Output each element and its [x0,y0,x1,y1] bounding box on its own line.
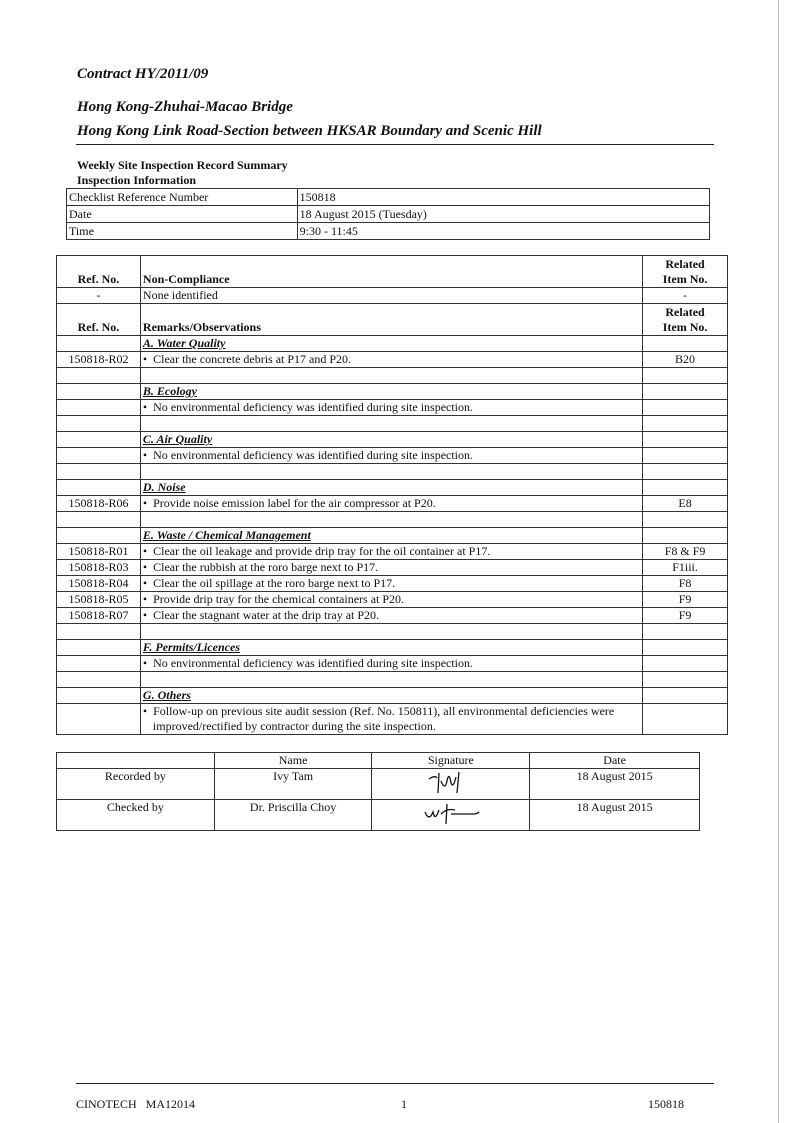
section-title-text: A. Water Quality [142,336,226,350]
section-item-cell [643,640,728,656]
spacer-cell [643,416,728,432]
remark-row [57,352,728,368]
col-ref-no: Ref. No. [57,304,141,336]
section-ref-cell [57,640,141,656]
signoff-name: Ivy Tam [214,769,372,800]
remark-text: • Clear the oil spillage at the roro barge next to P17. [143,576,640,591]
spacer-cell [57,464,141,480]
section-ref-cell [57,528,141,544]
section-item-cell [643,336,728,352]
remark-row [57,656,728,672]
remark-related-item: B20 [643,352,728,368]
signoff-name: Dr. Priscilla Choy [214,800,372,831]
signoff-header-row [57,753,700,769]
spacer-cell [140,368,642,384]
remark-text: • No environmental deficiency was identified during site inspection. [143,656,640,671]
section-title [140,480,642,496]
remark-ref: 150818-R04 [57,576,141,592]
remark-row [57,576,728,592]
remark-text-cell [140,576,642,592]
col-ref-no: Ref. No. [57,256,141,288]
remark-ref: 150818-R06 [57,496,141,512]
signoff-date: 18 August 2015 [530,800,700,831]
contract-number: Contract HY/2011/09 [77,66,209,82]
remark-related-item: F9 [643,592,728,608]
signoff-role: Recorded by [57,769,215,800]
remark-text: • Clear the stagnant water at the drip tray at P20. [143,608,640,623]
remark-text-cell [140,496,642,512]
remarks-header-row [57,304,728,336]
info-label: Time [67,223,298,240]
spacer-cell [643,672,728,688]
remark-text: • Clear the concrete debris at P17 and P20. [143,352,640,367]
signoff-date: 18 August 2015 [530,769,700,800]
remark-ref: 150818-R01 [57,544,141,560]
nc-desc: None identified [140,288,642,304]
section-title-text: E. Waste / Chemical Management [142,528,311,542]
spacer-cell [643,512,728,528]
section-item-cell [643,688,728,704]
remark-text-cell [140,448,642,464]
footer-company: CINOTECH MA12014 [76,1097,195,1111]
section-title-text: F. Permits/Licences [142,640,241,654]
spacer-row [57,464,728,480]
remark-ref [57,448,141,464]
spacer-row [57,672,728,688]
col-related-item: Related Item No. [643,304,728,336]
section-header-row [57,528,728,544]
section-ref-cell [57,336,141,352]
remark-related-item: E8 [643,496,728,512]
section-item-cell [643,384,728,400]
col-remarks: Remarks/Observations [140,304,642,336]
remark-text: • No environmental deficiency was identified during site inspection. [143,448,640,463]
spacer-cell [57,624,141,640]
spacer-cell [140,416,642,432]
spacer-cell [643,624,728,640]
remark-text-cell [140,560,642,576]
signoff-row-checked [57,800,700,831]
section-title-text: C. Air Quality [142,432,213,446]
page-number: 1 [401,1097,407,1111]
handwritten-signature-icon [411,800,491,826]
info-value: 150818 [297,189,709,206]
spacer-cell [643,368,728,384]
scan-edge-line [778,0,779,1123]
col-date: Date [530,753,700,769]
remark-text-cell [140,656,642,672]
section-title [140,432,642,448]
remark-ref: 150818-R05 [57,592,141,608]
section-item-cell [643,432,728,448]
remark-related-item: F8 & F9 [643,544,728,560]
section-header-row [57,384,728,400]
inspection-info-title: Inspection Information [77,173,197,187]
inspection-info-row [67,223,710,240]
remark-related-item: F8 [643,576,728,592]
signoff-role: Checked by [57,800,215,831]
remark-text: • No environmental deficiency was identified during site inspection. [143,400,640,415]
remark-text: • Provide noise emission label for the air compressor at P20. [143,496,640,511]
remark-row [57,560,728,576]
inspection-info-row [67,206,710,223]
section-header-row [57,432,728,448]
summary-title: Weekly Site Inspection Record Summary [77,158,288,172]
spacer-cell [57,368,141,384]
remark-ref [57,400,141,416]
col-signature: Signature [372,753,530,769]
spacer-row [57,368,728,384]
col-non-compliance: Non-Compliance [140,256,642,288]
signoff-blank-header [57,753,215,769]
section-title [140,528,642,544]
info-value: 18 August 2015 (Tuesday) [297,206,709,223]
footer-rule [76,1083,714,1084]
section-title [140,384,642,400]
signature-checked [372,800,530,831]
non-compliance-row [57,288,728,304]
section-ref-cell [57,384,141,400]
remark-related-item [643,400,728,416]
remark-text-cell [140,544,642,560]
inspection-info-table [66,188,710,240]
nc-ref: - [57,288,141,304]
section-ref-cell [57,432,141,448]
section-title-text: G. Others [142,688,191,702]
section-header-row [57,688,728,704]
section-header-row [57,336,728,352]
nc-item: - [643,288,728,304]
info-label: Date [67,206,298,223]
remark-row [57,496,728,512]
remark-ref [57,656,141,672]
remark-row [57,704,728,735]
remark-text-cell [140,704,642,735]
spacer-cell [140,512,642,528]
signoff-table [56,752,700,831]
remark-text-cell [140,352,642,368]
remark-text-cell [140,592,642,608]
inspection-record-table [56,255,728,735]
remark-ref: 150818-R03 [57,560,141,576]
remark-row [57,608,728,624]
project-subtitle: Hong Kong Link Road-Section between HKSAR Boundary and Scenic Hill [77,123,542,139]
remark-text-cell [140,400,642,416]
section-title [140,688,642,704]
remark-related-item: F9 [643,608,728,624]
spacer-cell [140,464,642,480]
info-label: Checklist Reference Number [67,189,298,206]
signature-recorded [372,769,530,800]
section-title [140,336,642,352]
spacer-cell [140,624,642,640]
spacer-row [57,624,728,640]
section-item-cell [643,528,728,544]
header-rule [76,144,714,145]
remark-row [57,592,728,608]
section-ref-cell [57,480,141,496]
section-title [140,640,642,656]
spacer-cell [140,672,642,688]
remark-row [57,448,728,464]
non-compliance-header-row [57,256,728,288]
remark-text: • Clear the oil leakage and provide drip tray for the oil container at P17. [143,544,640,559]
remark-ref: 150818-R02 [57,352,141,368]
section-header-row [57,640,728,656]
section-title-text: B. Ecology [142,384,197,398]
remark-text: • Clear the rubbish at the roro barge next to P17. [143,560,640,575]
remark-related-item [643,704,728,735]
footer-reference: 150818 [648,1097,684,1111]
spacer-row [57,512,728,528]
remark-row [57,544,728,560]
col-name: Name [214,753,372,769]
inspection-info-row [67,189,710,206]
project-title: Hong Kong-Zhuhai-Macao Bridge [77,99,293,115]
spacer-cell [643,464,728,480]
remark-related-item: F1iii. [643,560,728,576]
signoff-row-recorded [57,769,700,800]
handwritten-signature-icon [421,769,481,795]
section-ref-cell [57,688,141,704]
info-value: 9:30 - 11:45 [297,223,709,240]
section-title-text: D. Noise [142,480,186,494]
spacer-row [57,416,728,432]
remark-text: • Follow-up on previous site audit session (Ref. No. 150811), all environmental deficiencies were improved/rectified by contractor during the site inspection. [143,704,640,734]
remark-related-item [643,656,728,672]
remark-ref [57,704,141,735]
remark-ref: 150818-R07 [57,608,141,624]
section-item-cell [643,480,728,496]
spacer-cell [57,672,141,688]
remark-related-item [643,448,728,464]
col-related-item: Related Item No. [643,256,728,288]
remark-row [57,400,728,416]
section-header-row [57,480,728,496]
remark-text: • Provide drip tray for the chemical containers at P20. [143,592,640,607]
spacer-cell [57,512,141,528]
remark-text-cell [140,608,642,624]
spacer-cell [57,416,141,432]
